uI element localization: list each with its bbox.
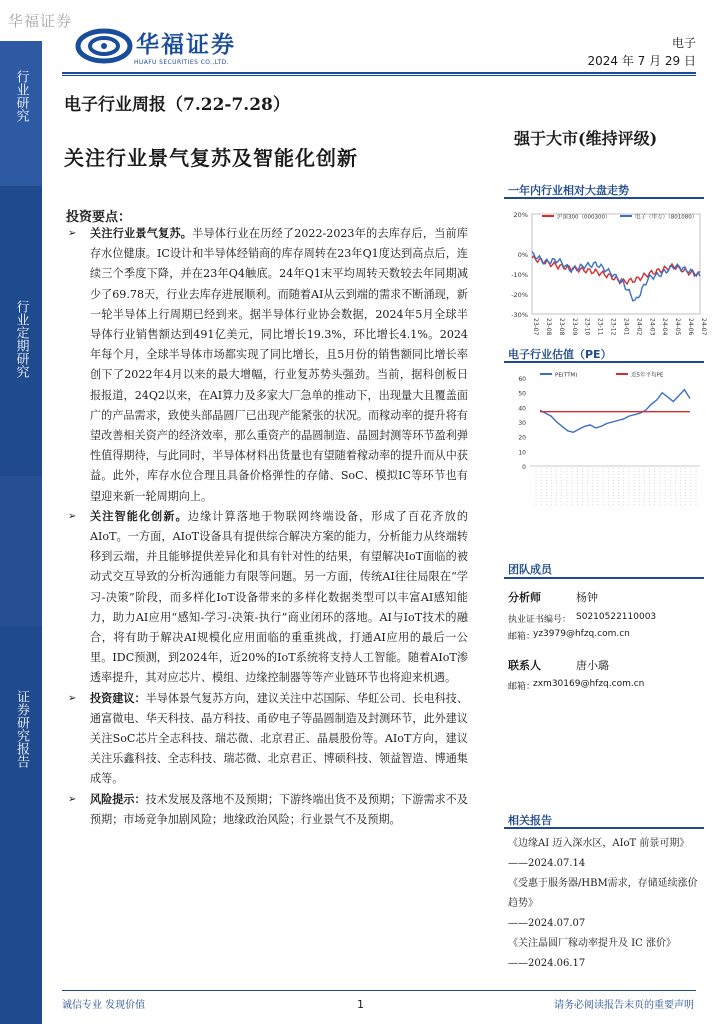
chart2-title: 电子行业估值（PE） xyxy=(508,348,612,361)
chart1-xtick: 24-02 xyxy=(635,318,643,336)
report-title: 电子行业周报（7.22-7.28） xyxy=(64,95,290,115)
chart1-xtick: 23-07 xyxy=(532,318,539,336)
header-rule xyxy=(62,72,696,74)
analyst-cert-label: 执业证书编号： xyxy=(508,615,572,625)
point-risk-warning xyxy=(90,790,468,830)
side-label-text: 证券研究报告 xyxy=(14,690,29,768)
chart1-xtick: 24-01 xyxy=(622,318,630,336)
chart1-xtick: 24-03 xyxy=(648,318,656,336)
point-text: 边缘计算落地于物联网终端设备，形成了百花齐放的AIoT。一方面，AIoT设备具有提供综合解决方案的能力，分析能力从终端转移到云端，并且能够提供差异化和具有针对性的结果，有望解决IoT面临的被动式交互导致的分析沟通能力有限等问题。另一方面，传统AI往往局限在“学习-决策”阶段，而多样化IoT设备带来的多样化数据类型可以丰富AI感知能力，助力AI应用“感知-学习-决策-执行”商业闭环的落地。AI与IoT技术的融合，将有助于解决AI规模化应用面临的重重挑战，打通AI应用的最后一公里。IDC预测，到2024年，近20%的IoT系统将支持人工智能。随着AIoT渗透率提升，其对应芯片、模组、边缘控制器等等产业链环节也将迎来机遇。 xyxy=(90,509,468,685)
report-subtitle: 关注行业景气复苏及智能化创新 xyxy=(64,146,358,170)
chart2-ytick: 0 xyxy=(522,464,526,471)
analyst-role: 分析师 xyxy=(508,591,541,604)
related-heading: 相关报告 xyxy=(508,814,552,827)
investment-heading: 投资要点： xyxy=(66,210,132,225)
chart1-xtick: 23-10 xyxy=(583,318,591,336)
left-band-bottom xyxy=(0,476,42,626)
related-report-title[interactable]: 《边缘AI 迈入深水区，AIoT 前景可期》 xyxy=(508,838,690,849)
chart1-xtick: 23-08 xyxy=(544,318,552,336)
related-reports xyxy=(508,834,704,974)
chart1-xtick: 23-11 xyxy=(596,318,604,336)
related-report-date: ——2024.07.14 xyxy=(508,858,586,869)
point-lead: 投资建议： xyxy=(90,691,146,705)
chart1-frame xyxy=(532,214,700,314)
point-industry-recovery xyxy=(90,224,468,507)
contact-name: 唐小璐 xyxy=(576,659,609,672)
chart2-ytick: 10 xyxy=(518,449,526,457)
contact-role: 联系人 xyxy=(508,659,541,672)
contact-email-label: 邮箱： xyxy=(508,682,536,692)
chart1-ytick: -10% xyxy=(511,271,528,279)
report-date: 2024 年 7 月 29 日 xyxy=(587,54,696,68)
point-text: 半导体景气复苏方向，建议关注中芯国际、华虹公司、长电科技、通富微电、华天科技、晶方科技、甬矽电子等晶圆制造及封测环节，此外建议关注SoC芯片全志科技、瑞芯微、北京君正、晶晨股份等。AIoT方向，建议关注乐鑫科技、全志科技、瑞芯微、北京君正、博硕科技、领益智造、博通集成等。 xyxy=(90,691,468,786)
point-lead: 风险提示： xyxy=(90,792,146,806)
watermark: 华福证券 xyxy=(8,12,73,30)
chart1-xtick: 24-04 xyxy=(661,318,669,336)
analyst-cert: S0210522110003 xyxy=(576,612,657,622)
analyst-email[interactable]: yz3979@hfzq.com.cn xyxy=(533,629,630,639)
header-rule-thin xyxy=(62,75,696,76)
company-name-en: HUAFU SECURITIES CO.,LTD. xyxy=(134,59,230,66)
chart1-series-line xyxy=(532,256,700,284)
chart1-series-line xyxy=(532,252,700,301)
chart2-ytick: 30 xyxy=(518,420,526,427)
chart2-ytick: 40 xyxy=(518,405,526,413)
chart2-ytick: 60 xyxy=(518,376,526,383)
related-report-date: ——2024.06.17 xyxy=(508,958,586,969)
chart1-ytick: 20% xyxy=(513,211,528,219)
investment-points xyxy=(90,224,468,830)
page-number: 1 xyxy=(357,998,364,1011)
chart1-xtick: 23-08 xyxy=(557,318,565,336)
chart1-title: 一年内行业相对大盘走势 xyxy=(508,184,629,197)
related-report-title[interactable]: 《受惠于服务器/HBM需求，存储延续涨价趋势》 xyxy=(508,878,698,909)
analyst-email-label: 邮箱： xyxy=(508,632,536,642)
rating: 强于大市(维持评级) xyxy=(514,129,658,148)
related-rule xyxy=(504,827,704,829)
chart2-legend-label: 近5年平均PE xyxy=(631,372,664,379)
chart1-xtick: 23-12 xyxy=(609,318,617,336)
chart1-ytick: -30% xyxy=(511,311,528,319)
relative-trend-chart xyxy=(504,204,707,342)
point-intelligent-innovation xyxy=(90,507,468,689)
side-label-text: 行业研究 xyxy=(13,70,29,122)
chart1-ytick: -20% xyxy=(511,291,528,299)
side-label-industry xyxy=(0,70,42,128)
chart2-ytick: 50 xyxy=(518,390,526,398)
chart1-legend-label: 电子（申万）（801080） xyxy=(635,214,698,221)
footer-rule xyxy=(62,990,696,991)
contact-email[interactable]: zxm30169@hfzq.com.cn xyxy=(533,679,645,689)
logo-swirl-icon xyxy=(76,24,136,68)
sector-label: 电子 xyxy=(671,36,696,50)
chart1-rule xyxy=(504,197,704,199)
chart2-legend-label: PE(TTM) xyxy=(555,372,578,379)
analyst-name: 杨钟 xyxy=(576,591,598,604)
footer-slogan: 诚信专业 发现价值 xyxy=(62,1000,146,1011)
company-name: 华福证券 xyxy=(136,31,236,58)
chart1-legend-label: 沪深300（000300） xyxy=(557,214,611,221)
chart2-ytick: 20 xyxy=(518,434,526,442)
related-report-title[interactable]: 《关注晶圆厂稼动率提升及 IC 涨价》 xyxy=(508,938,676,949)
side-label-report xyxy=(0,690,42,774)
chart1-xtick: 24-05 xyxy=(674,318,682,336)
point-text: 半导体行业在历经了2022-2023年的去库存后，当前库存水位健康。IC设计和半导体经销商的库存周转在23年Q1度达到高点后，连续三个季度下降，并在23年Q4触底。24年Q1末平均周转天数较去年同期减少了69.78天，行业去库存进展顺利。而随着AI从云到端的需求不断涌现，新一轮半导体上行周期已经到来。据半导体行业协会数据，2024年5月全球半导体行业销售额达到491亿美元，同比增长19.3%，环比增长4.1%。2024年每个月，全球半导体市场都实现了同比增长，且5月份的销售额同比增长率创下了2022年4月以来的最大增幅，行业复苏势头强劲。当前，据科创板日报报道，24Q2以来，在AI算力及多家大厂急单的推动下，出现量大且覆盖面广的产品需求，致使头部晶圆厂已出现产能紧张的状况。而稼动率的提升将有望改善相关资产的经济效率，那么重资产的晶圆制造、晶圆封测等环节盈利弹性值得期待，与此同时，半导体材料出货量也有望随着稼动率的提升而从中获益。此外，库存水位合理且具备价格弹性的存储、SoC、模拟IC等环节也有望迎来新一轮周期向上。 xyxy=(90,227,468,503)
chart1-xtick: 24-07 xyxy=(700,318,707,336)
team-rule xyxy=(504,577,704,579)
side-label-periodic xyxy=(0,300,42,384)
valuation-pe-chart xyxy=(504,366,704,516)
chart1-ytick: 0% xyxy=(517,251,528,259)
point-lead: 关注行业景气复苏。 xyxy=(90,227,193,240)
chart2-rule xyxy=(504,361,704,363)
point-text: 技术发展及落地不及预期；下游终端出货不及预期；下游需求不及预期；市场竞争加剧风险；地缘政治风险；行业景气不及预期。 xyxy=(90,792,468,826)
team-heading: 团队成员 xyxy=(508,563,552,576)
chart1-xtick: 23-09 xyxy=(570,318,578,336)
footer-disclaimer: 请务必阅读报告末页的重要声明 xyxy=(554,1000,694,1011)
point-lead: 关注智能化创新。 xyxy=(90,509,188,523)
side-label-text: 行业定期研究 xyxy=(13,300,29,378)
chart1-xtick: 24-06 xyxy=(687,318,695,336)
point-investment-advice xyxy=(90,689,468,790)
related-report-date: ——2024.07.07 xyxy=(508,918,586,929)
